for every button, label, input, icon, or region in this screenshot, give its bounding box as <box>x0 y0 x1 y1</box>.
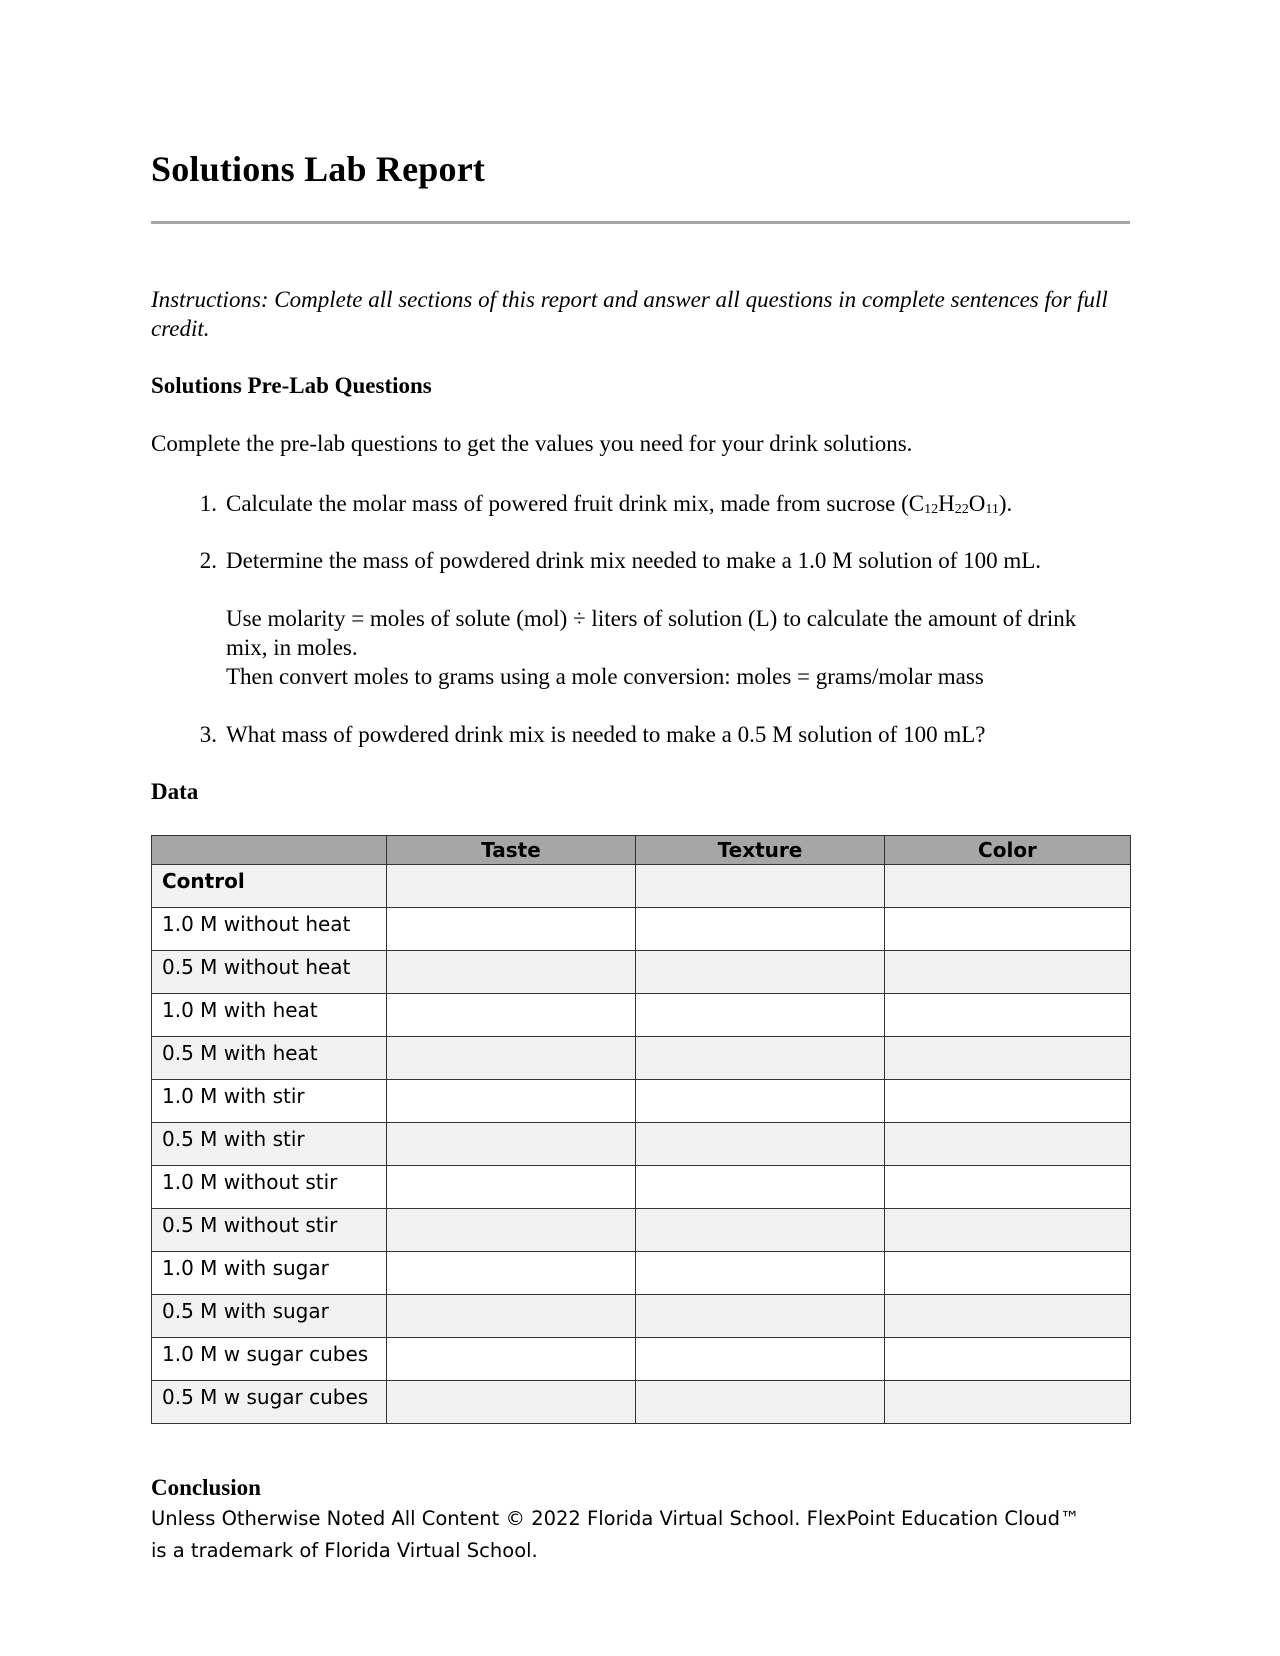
taste-answer-cell[interactable] <box>387 1080 636 1123</box>
color-answer-cell[interactable] <box>885 1338 1131 1381</box>
texture-answer-cell[interactable] <box>636 994 885 1037</box>
table-row <box>152 1295 1131 1338</box>
prelab-heading: Solutions Pre-Lab Questions <box>151 373 432 398</box>
header-cell-color: Color <box>885 836 1131 865</box>
color-answer-cell[interactable] <box>885 1209 1131 1252</box>
row-label-cell: 1.0 M w sugar cubes <box>152 1338 387 1381</box>
page-title: Solutions Lab Report <box>151 149 486 189</box>
table-header-row <box>152 836 1131 865</box>
color-answer-cell[interactable] <box>885 994 1131 1037</box>
row-label-cell: 0.5 M without stir <box>152 1209 387 1252</box>
row-label-cell: 0.5 M w sugar cubes <box>152 1381 387 1424</box>
color-answer-cell[interactable] <box>885 1295 1131 1338</box>
title-divider <box>151 221 1130 224</box>
row-label-cell: 1.0 M without heat <box>152 908 387 951</box>
row-label-cell: Control <box>152 865 387 908</box>
question-text: Determine the mass of powdered drink mix needed to make a 1.0 M solution of 100 mL. <box>226 548 1042 573</box>
header-cell-blank <box>152 836 387 865</box>
texture-answer-cell[interactable] <box>636 1209 885 1252</box>
color-answer-cell[interactable] <box>885 1080 1131 1123</box>
taste-answer-cell[interactable] <box>387 1123 636 1166</box>
texture-answer-cell[interactable] <box>636 865 885 908</box>
texture-answer-cell[interactable] <box>636 1123 885 1166</box>
copyright-footer: Unless Otherwise Noted All Content © 2022 Florida Virtual School. FlexPoint Education Cloud™ is a trademark of Florida Virtual School. <box>151 1507 1080 1562</box>
taste-answer-cell[interactable] <box>387 1338 636 1381</box>
texture-answer-cell[interactable] <box>636 1080 885 1123</box>
row-label-cell: 0.5 M with stir <box>152 1123 387 1166</box>
taste-answer-cell[interactable] <box>387 1295 636 1338</box>
note-line-1: Use molarity = moles of solute (mol) ÷ liters of solution (L) to calculate the amount of drink mix, in moles. <box>226 606 1077 660</box>
row-label-cell: 0.5 M without heat <box>152 951 387 994</box>
color-answer-cell[interactable] <box>885 1381 1131 1424</box>
question-number: 2. <box>199 548 217 573</box>
header-cell-texture: Texture <box>636 836 885 865</box>
note-line-2: Then convert moles to grams using a mole conversion: moles = grams/molar mass <box>226 664 984 689</box>
question-number: 3. <box>199 722 217 747</box>
table-row <box>152 994 1131 1037</box>
row-label-cell: 1.0 M without stir <box>152 1166 387 1209</box>
taste-answer-cell[interactable] <box>387 1209 636 1252</box>
color-answer-cell[interactable] <box>885 1252 1131 1295</box>
row-label-cell: 1.0 M with heat <box>152 994 387 1037</box>
table-row <box>152 1166 1131 1209</box>
color-answer-cell[interactable] <box>885 951 1131 994</box>
table-row <box>152 1252 1131 1295</box>
table-row <box>152 865 1131 908</box>
question-2-note <box>226 604 1106 691</box>
texture-answer-cell[interactable] <box>636 1338 885 1381</box>
taste-answer-cell[interactable] <box>387 865 636 908</box>
taste-answer-cell[interactable] <box>387 994 636 1037</box>
instructions-text: Instructions: Complete all sections of this report and answer all questions in complete sentences for full credit. <box>151 287 1108 341</box>
texture-answer-cell[interactable] <box>636 1295 885 1338</box>
taste-answer-cell[interactable] <box>387 1252 636 1295</box>
texture-answer-cell[interactable] <box>636 1252 885 1295</box>
table-row <box>152 1123 1131 1166</box>
taste-answer-cell[interactable] <box>387 908 636 951</box>
prelab-intro: Complete the pre-lab questions to get the values you need for your drink solutions. <box>151 431 913 456</box>
taste-answer-cell[interactable] <box>387 1381 636 1424</box>
question-text: What mass of powdered drink mix is needed to make a 0.5 M solution of 100 mL? <box>226 722 986 747</box>
texture-answer-cell[interactable] <box>636 1381 885 1424</box>
texture-answer-cell[interactable] <box>636 951 885 994</box>
row-label-cell: 0.5 M with heat <box>152 1037 387 1080</box>
header-cell-taste: Taste <box>387 836 636 865</box>
table-row <box>152 908 1131 951</box>
table-row <box>152 1381 1131 1424</box>
color-answer-cell[interactable] <box>885 865 1131 908</box>
table-row <box>152 1338 1131 1381</box>
color-answer-cell[interactable] <box>885 1123 1131 1166</box>
table-row <box>152 1080 1131 1123</box>
row-label-cell: 1.0 M with stir <box>152 1080 387 1123</box>
table-row <box>152 951 1131 994</box>
texture-answer-cell[interactable] <box>636 1037 885 1080</box>
table-row <box>152 1209 1131 1252</box>
texture-answer-cell[interactable] <box>636 908 885 951</box>
texture-answer-cell[interactable] <box>636 1166 885 1209</box>
conclusion-heading: Conclusion <box>151 1475 261 1500</box>
row-label-cell: 1.0 M with sugar <box>152 1252 387 1295</box>
color-answer-cell[interactable] <box>885 908 1131 951</box>
row-label-cell: 0.5 M with sugar <box>152 1295 387 1338</box>
taste-answer-cell[interactable] <box>387 1166 636 1209</box>
taste-answer-cell[interactable] <box>387 1037 636 1080</box>
color-answer-cell[interactable] <box>885 1166 1131 1209</box>
color-answer-cell[interactable] <box>885 1037 1131 1080</box>
taste-answer-cell[interactable] <box>387 951 636 994</box>
data-heading: Data <box>151 779 199 804</box>
table-row <box>152 1037 1131 1080</box>
data-table <box>151 835 1131 1424</box>
question-number: 1. <box>199 491 217 516</box>
question-text: Calculate the molar mass of powered fruit drink mix, made from sucrose $(C_{12}H_{22}O_{11})$. <box>226 491 1013 517</box>
